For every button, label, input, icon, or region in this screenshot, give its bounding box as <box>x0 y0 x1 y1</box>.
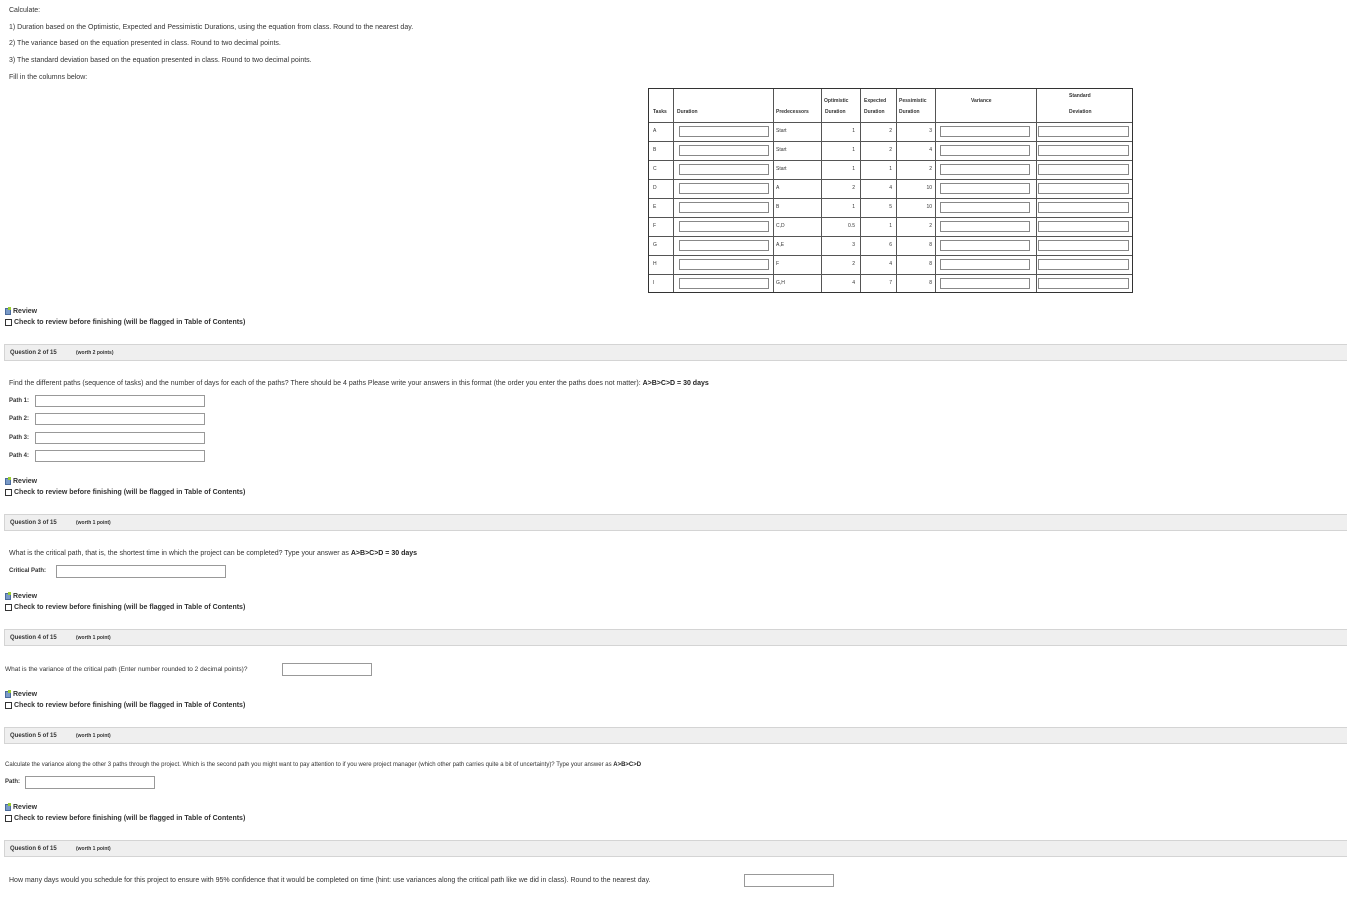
header-optimistic: Optimistic <box>824 98 849 104</box>
critical-path-label: Critical Path: <box>9 568 47 574</box>
duration-input[interactable] <box>679 221 769 232</box>
review-icon <box>5 308 11 315</box>
optimistic-cell: 1 <box>852 166 855 172</box>
q2-prompt: Find the different paths (sequence of tasks) and the number of days for each of the paths? There should be 4 paths Please write your answers in this format (the order you enter the paths does not matter): A>B>C>D = 30 days <box>9 380 709 387</box>
question-header-q2: Question 2 of 15 (worth 2 points) <box>4 344 1347 361</box>
header-variance: Variance <box>971 98 992 104</box>
review-flag-q4: Review <box>5 690 37 699</box>
schedule-days-input[interactable] <box>744 874 834 887</box>
header-duration: Duration <box>677 109 698 115</box>
predecessors-cell: F <box>776 261 780 267</box>
pessimistic-cell: 10 <box>926 185 932 191</box>
variance-input[interactable] <box>940 145 1030 156</box>
calculate-label: Calculate: <box>9 7 41 14</box>
stddev-input[interactable] <box>1038 145 1129 156</box>
review-icon <box>5 593 11 600</box>
question-header-q6: Question 6 of 15 (worth 1 point) <box>4 840 1347 857</box>
expected-cell: 1 <box>889 166 892 172</box>
path-2-input[interactable] <box>35 413 205 425</box>
duration-input[interactable] <box>679 278 769 289</box>
second-path-input[interactable] <box>25 776 155 789</box>
optimistic-cell: 2 <box>852 261 855 267</box>
task-cell: C <box>653 166 657 172</box>
pessimistic-cell: 2 <box>929 166 932 172</box>
q5-prompt: Calculate the variance along the other 3 paths through the project. Which is the second path you might want to pay attention to if you were project manager (which other path carries quite a bit of uncertainty)? Type your answer as A>B>C>D <box>5 762 642 768</box>
variance-input[interactable] <box>940 259 1030 270</box>
header-standard: Standard <box>1069 93 1091 99</box>
optimistic-cell: 0.5 <box>848 223 855 229</box>
expected-cell: 2 <box>889 147 892 153</box>
pessimistic-cell: 8 <box>929 261 932 267</box>
duration-input[interactable] <box>679 240 769 251</box>
header-expected: Expected <box>864 98 887 104</box>
duration-input[interactable] <box>679 145 769 156</box>
stddev-input[interactable] <box>1038 259 1129 270</box>
optimistic-cell: 1 <box>852 204 855 210</box>
pessimistic-cell: 4 <box>929 147 932 153</box>
pessimistic-cell: 8 <box>929 280 932 286</box>
predecessors-cell: A,E <box>776 242 785 248</box>
fill-label: Fill in the columns below: <box>9 74 88 81</box>
pert-table <box>648 88 1133 293</box>
header-tasks: Tasks <box>653 109 667 115</box>
variance-input[interactable] <box>940 183 1030 194</box>
header-pessimistic: Pessimistic <box>899 98 927 104</box>
expected-cell: 6 <box>889 242 892 248</box>
path-3-input[interactable] <box>35 432 205 444</box>
stddev-input[interactable] <box>1038 164 1129 175</box>
variance-input[interactable] <box>940 221 1030 232</box>
optimistic-cell: 4 <box>852 280 855 286</box>
critical-path-input[interactable] <box>56 565 226 578</box>
question-header-q4: Question 4 of 15 (worth 1 point) <box>4 629 1347 646</box>
path-1-label: Path 1: <box>9 398 30 404</box>
path-3-label: Path 3: <box>9 435 30 441</box>
expected-cell: 4 <box>889 261 892 267</box>
task-cell: G <box>653 242 657 248</box>
path-2-label: Path 2: <box>9 416 30 422</box>
duration-input[interactable] <box>679 183 769 194</box>
variance-input[interactable] <box>940 240 1030 251</box>
review-flag-q3: Review <box>5 592 37 601</box>
task-cell: E <box>653 204 657 210</box>
stddev-input[interactable] <box>1038 126 1129 137</box>
checkbox-icon[interactable] <box>5 489 12 496</box>
review-checkbox-q1[interactable]: Check to review before finishing (will be flagged in Table of Contents) <box>5 318 245 327</box>
task-cell: I <box>653 280 655 286</box>
header-predecessors: Predecessors <box>776 109 809 115</box>
pessimistic-cell: 3 <box>929 128 932 134</box>
question-header-q5: Question 5 of 15 (worth 1 point) <box>4 727 1347 744</box>
stddev-input[interactable] <box>1038 221 1129 232</box>
header-pessimistic-duration: Duration <box>899 109 920 115</box>
duration-input[interactable] <box>679 259 769 270</box>
header-deviation: Deviation <box>1069 109 1092 115</box>
pessimistic-cell: 10 <box>926 204 932 210</box>
task-cell: H <box>653 261 657 267</box>
checkbox-icon[interactable] <box>5 815 12 822</box>
instruction-2: 2) The variance based on the equation presented in class. Round to two decimal points. <box>9 40 281 47</box>
task-cell: A <box>653 128 657 134</box>
review-icon <box>5 478 11 485</box>
stddev-input[interactable] <box>1038 278 1129 289</box>
q6-prompt: How many days would you schedule for this project to ensure with 95% confidence that it would be completed on time (hint: use variances along the critical path like we did in class). Round to the nearest day. <box>9 877 651 884</box>
pessimistic-cell: 8 <box>929 242 932 248</box>
optimistic-cell: 2 <box>852 185 855 191</box>
review-checkbox-q3[interactable]: Check to review before finishing (will be flagged in Table of Contents) <box>5 603 245 612</box>
expected-cell: 7 <box>889 280 892 286</box>
expected-cell: 5 <box>889 204 892 210</box>
path-4-label: Path 4: <box>9 453 30 459</box>
header-optimistic-duration: Duration <box>825 109 846 115</box>
optimistic-cell: 1 <box>852 128 855 134</box>
stddev-input[interactable] <box>1038 202 1129 213</box>
duration-input[interactable] <box>679 202 769 213</box>
checkbox-icon[interactable] <box>5 702 12 709</box>
task-cell: B <box>653 147 657 153</box>
stddev-input[interactable] <box>1038 240 1129 251</box>
review-icon <box>5 691 11 698</box>
predecessors-cell: B <box>776 204 780 210</box>
optimistic-cell: 1 <box>852 147 855 153</box>
question-header-q3: Question 3 of 15 (worth 1 point) <box>4 514 1347 531</box>
q3-prompt: What is the critical path, that is, the shortest time in which the project can be completed? Type your answer as A>B>C>D = 30 days <box>9 550 418 557</box>
predecessors-cell: Start <box>776 147 787 153</box>
review-icon <box>5 804 11 811</box>
review-checkbox-q2[interactable]: Check to review before finishing (will be flagged in Table of Contents) <box>5 488 245 497</box>
expected-cell: 1 <box>889 223 892 229</box>
variance-input[interactable] <box>940 278 1030 289</box>
q4-prompt: What is the variance of the critical path (Enter number rounded to 2 decimal points)? <box>5 666 248 673</box>
checkbox-icon[interactable] <box>5 604 12 611</box>
task-cell: D <box>653 185 657 191</box>
header-expected-duration: Duration <box>864 109 885 115</box>
expected-cell: 2 <box>889 128 892 134</box>
q5-path-label: Path: <box>5 779 20 785</box>
expected-cell: 4 <box>889 185 892 191</box>
review-flag-q5: Review <box>5 803 37 812</box>
instruction-3: 3) The standard deviation based on the equation presented in class. Round to two decimal points. <box>9 57 312 64</box>
critical-variance-input[interactable] <box>282 663 372 676</box>
review-checkbox-q4[interactable]: Check to review before finishing (will be flagged in Table of Contents) <box>5 701 245 710</box>
predecessors-cell: Start <box>776 166 787 172</box>
review-flag-q1: Review <box>5 307 37 316</box>
variance-input[interactable] <box>940 126 1030 137</box>
duration-input[interactable] <box>679 126 769 137</box>
review-flag-q2: Review <box>5 477 37 486</box>
checkbox-icon[interactable] <box>5 319 12 326</box>
optimistic-cell: 3 <box>852 242 855 248</box>
path-1-input[interactable] <box>35 395 205 407</box>
predecessors-cell: Start <box>776 128 787 134</box>
duration-input[interactable] <box>679 164 769 175</box>
variance-input[interactable] <box>940 202 1030 213</box>
predecessors-cell: C,D <box>776 223 785 229</box>
stddev-input[interactable] <box>1038 183 1129 194</box>
predecessors-cell: A <box>776 185 780 191</box>
predecessors-cell: G,H <box>776 280 785 286</box>
review-checkbox-q5[interactable]: Check to review before finishing (will be flagged in Table of Contents) <box>5 814 245 823</box>
pessimistic-cell: 2 <box>929 223 932 229</box>
path-4-input[interactable] <box>35 450 205 462</box>
variance-input[interactable] <box>940 164 1030 175</box>
task-cell: F <box>653 223 657 229</box>
instruction-1: 1) Duration based on the Optimistic, Expected and Pessimistic Durations, using the equation from class. Round to the nearest day. <box>9 24 414 31</box>
